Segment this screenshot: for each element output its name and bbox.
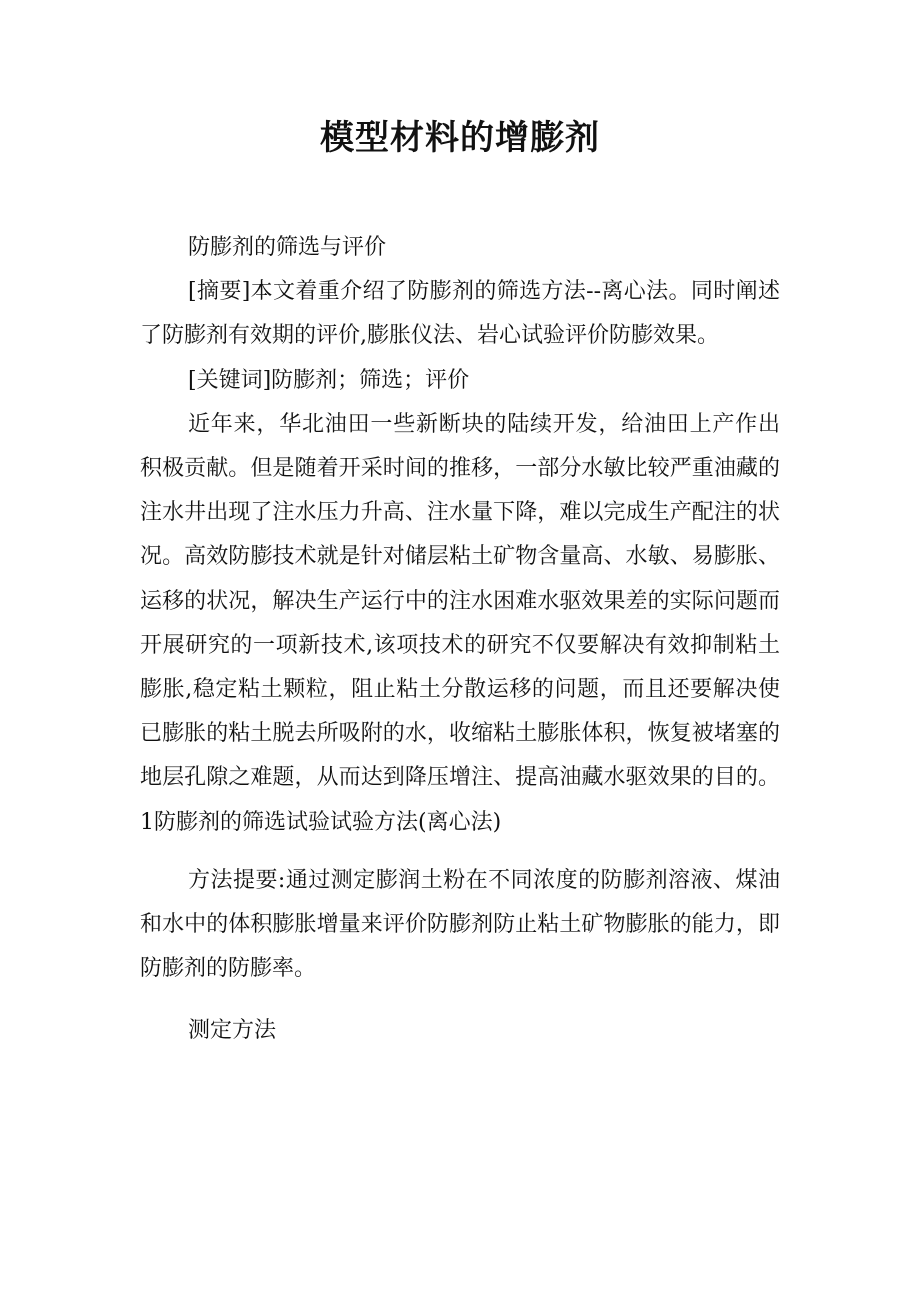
abstract-paragraph: [摘要]本文着重介绍了防膨剂的筛选方法--离心法。同时阐述了防膨剂有效期的评价,膨胀仪法、岩心试验评价防膨效果。: [140, 279, 780, 349]
method-summary-paragraph: 方法提要:通过测定膨润土粉在不同浓度的防膨剂溶液、煤油和水中的体积膨胀增量来评价防膨剂防止粘土矿物膨胀的能力，即防膨剂的防膨率。: [140, 867, 780, 982]
section-heading: 防膨剂的筛选与评价: [188, 235, 387, 260]
document-body: [140, 226, 780, 1054]
keywords-paragraph: [关键词]防膨剂；筛选；评价: [188, 367, 470, 393]
method-heading: 测定方法: [188, 1018, 277, 1044]
document-title: 模型材料的增膨剂: [320, 118, 600, 158]
intro-paragraph: 近年来，华北油田一些新断块的陆续开发，给油田上产作出积极贡献。但是随着开采时间的推移，一部分水敏比较严重油藏的注水井出现了注水压力升高、注水量下降，难以完成生产配注的状况。高效防膨技术就是针对储层粘土矿物含量高、水敏、易膨胀、运移的状况，解决生产运行中的注水困难水驱效果差的实际问题而开展研究的一项新技术,该项技术的研究不仅要解决有效抑制粘土膨胀,稳定粘土颗粒，阻止粘土分散运移的问题，而且还要解决使已膨胀的粘土脱去所吸附的水，收缩粘土膨胀体积，恢复被堵塞的地层孔隙之难题，从而达到降压增注、提高油藏水驱效果的目的。1防膨剂的筛选试验试验方法(离心法): [140, 411, 780, 835]
